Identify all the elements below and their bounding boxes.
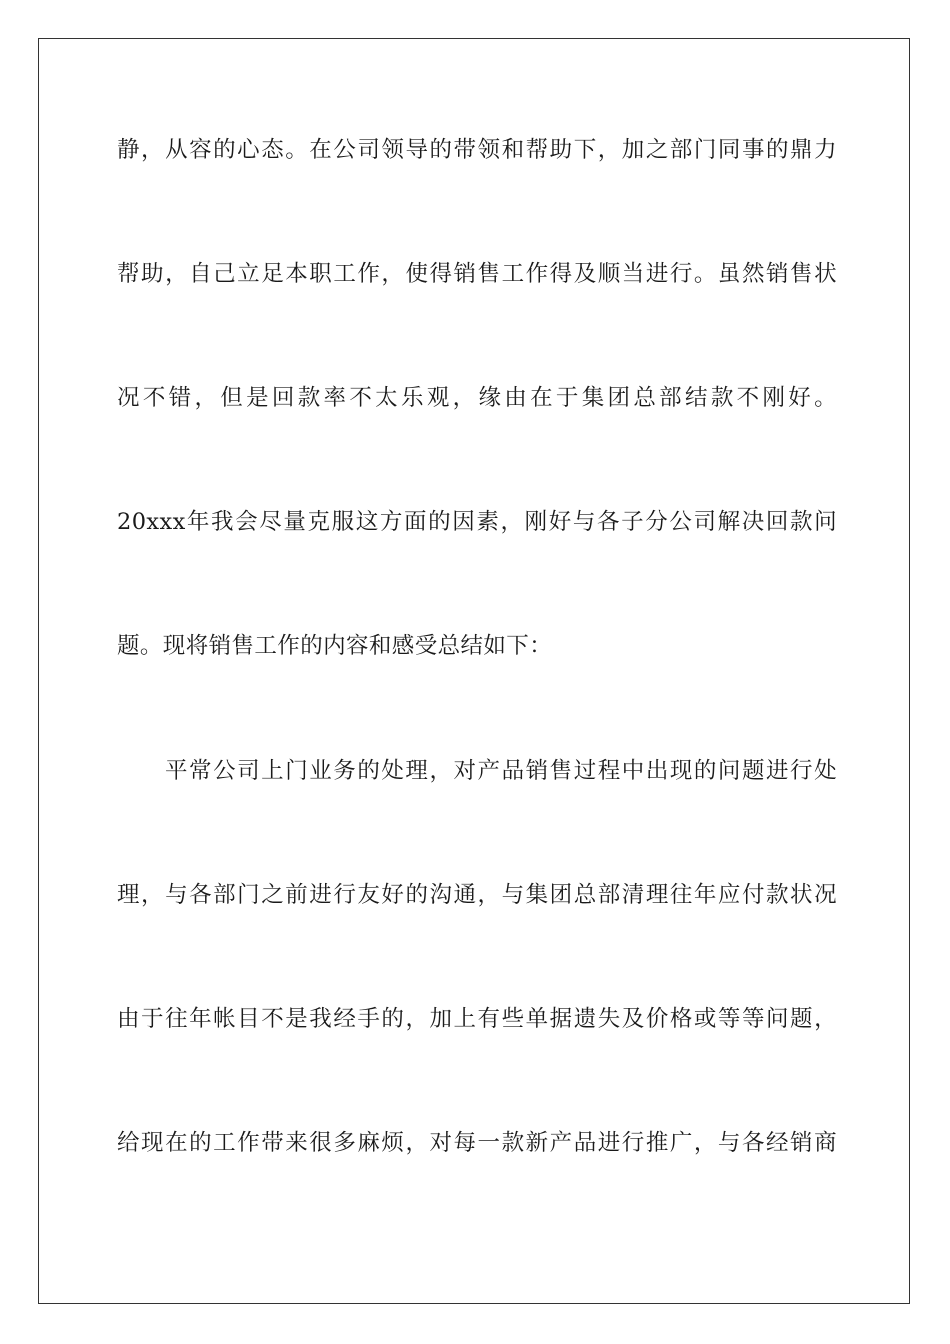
- text-line-9: 给现在的工作带来很多麻烦，对每一款新产品进行推广，与各经销商: [117, 1130, 837, 1156]
- text-line-5: 题。现将销售工作的内容和感受总结如下：: [117, 633, 553, 659]
- text-line-3: 况不错，但是回款率不太乐观，缘由在于集团总部结款不刚好。: [117, 385, 837, 411]
- text-line-1: 静，从容的心态。在公司领导的带领和帮助下，加之部门同事的鼎力: [117, 137, 837, 163]
- page-border: [38, 38, 910, 1304]
- text-line-2: 帮助，自己立足本职工作，使得销售工作得及顺当进行。虽然销售状: [117, 261, 837, 287]
- text-line-6: 平常公司上门业务的处理，对产品销售过程中出现的问题进行处: [165, 758, 837, 784]
- text-line-8: 由于往年帐目不是我经手的，加上有些单据遗失及价格或等等问题，: [117, 1006, 837, 1032]
- text-line-7: 理，与各部门之前进行友好的沟通，与集团总部清理往年应付款状况: [117, 882, 837, 908]
- text-line-4: 20xxx年我会尽量克服这方面的因素，刚好与各子分公司解决回款问: [117, 509, 837, 535]
